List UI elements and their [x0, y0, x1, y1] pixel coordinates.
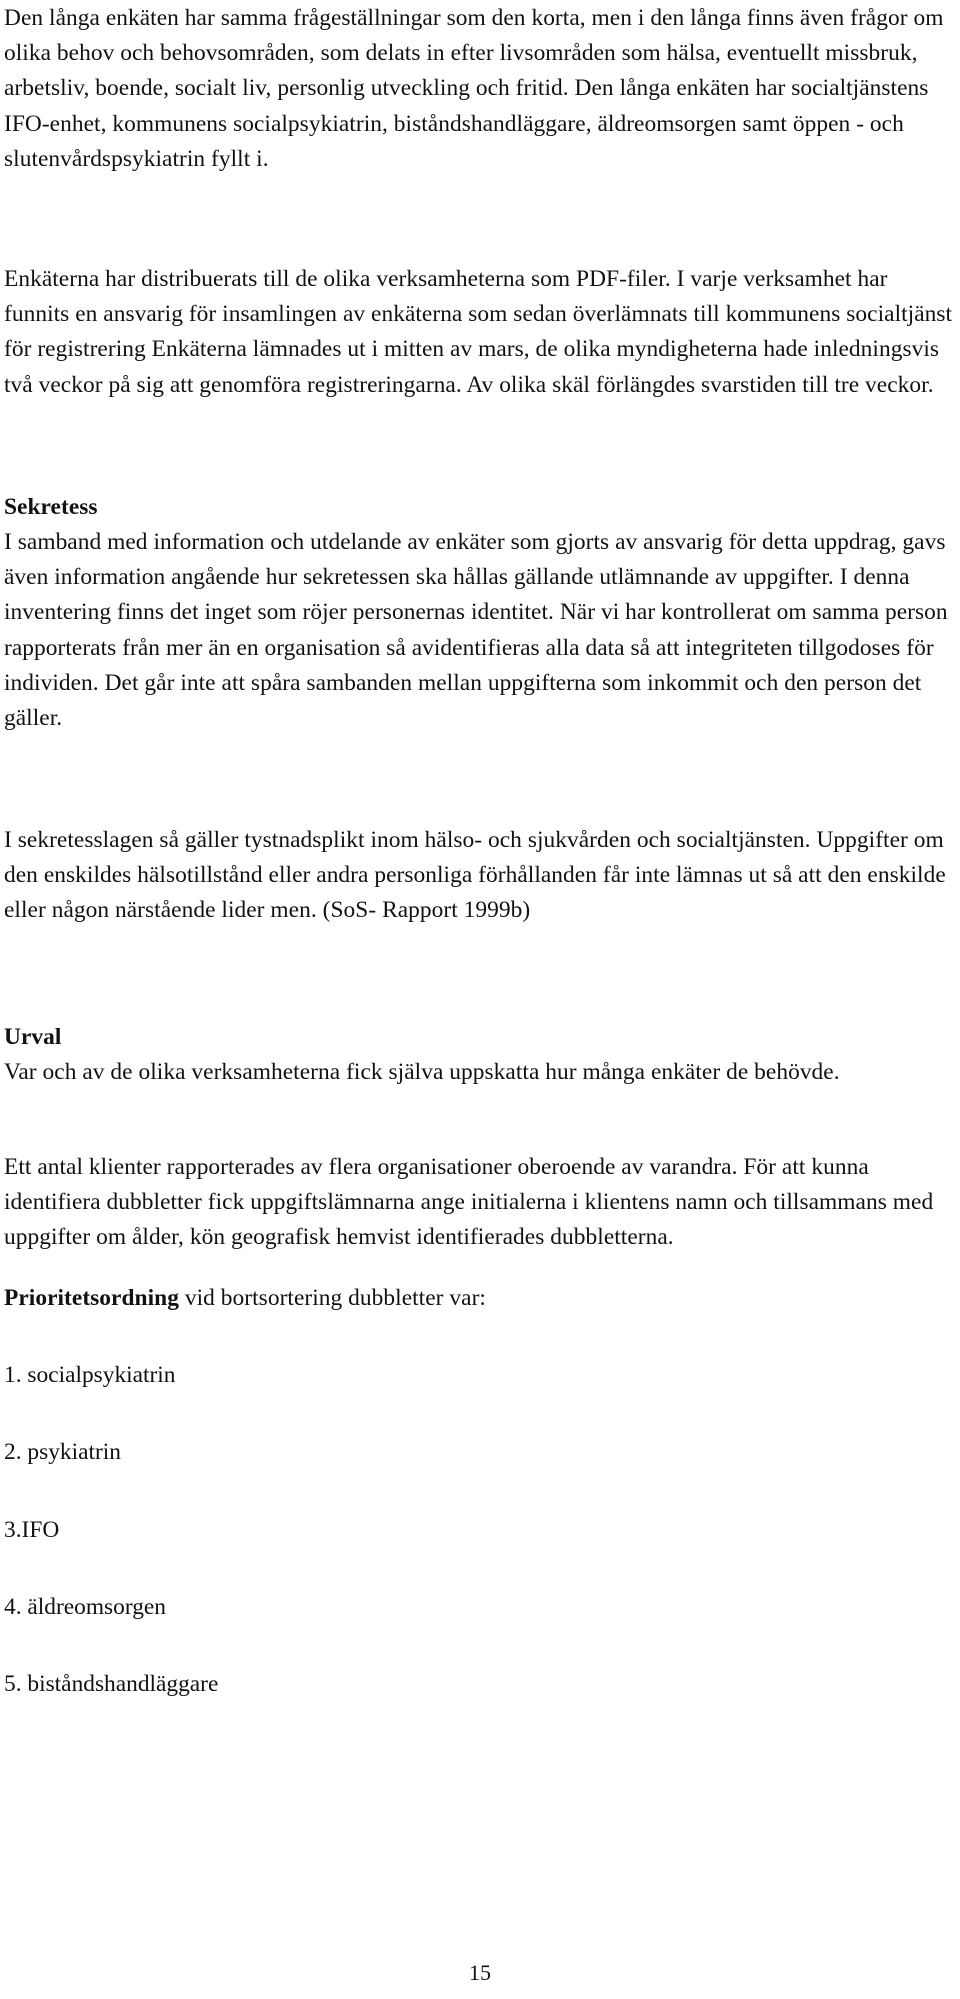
list-item: 2. psykiatrin: [4, 1439, 121, 1465]
paragraph-duplicates: Ett antal klienter rapporterades av flera organisationer oberoende av varandra. För att kunna identifiera dubbletter fick uppgiftslämnarna ange initialerna i klientens namn och tillsammans med uppgifter om ålder, kön geografisk hemvist identifierades dubbletterna.: [4, 1154, 934, 1251]
list-item: 4. äldreomsorgen: [4, 1594, 166, 1620]
priority-order-text: vid bortsortering dubbletter var:: [178, 1285, 486, 1311]
list-item: 1. socialpsykiatrin: [4, 1362, 176, 1388]
list-item: 3.IFO: [4, 1517, 60, 1543]
paragraph-distribution: Enkäterna har distribuerats till de olika verksamheterna som PDF-filer. I varje verksamhet har funnits en ansvarig för insamlingen av enkäterna som sedan överlämnats till kommunens socialtjänst för registrering Enkäterna lämnades ut i mitten av mars, de olika myndigheterna hade inledningsvis två veckor på sig att genomföra registreringarna. Av olika skäl förlängdes svarstiden till tre veckor.: [4, 266, 953, 398]
list-item: 5. biståndshandläggare: [4, 1671, 219, 1697]
paragraph-secrecy-law: I sekretesslagen så gäller tystnadsplikt inom hälso- och sjukvården och socialtjänsten. Uppgifter om den enskildes hälsotillstånd eller andra personliga förhållanden får inte lämnas ut så att den enskilde eller någon närstående lider men. (SoS- Rapport 1999b): [4, 827, 946, 924]
heading-sekretess: Sekretess: [4, 494, 98, 520]
paragraph-selection: Var och av de olika verksamheterna fick själva uppskatta hur många enkäter de behövde.: [4, 1059, 840, 1085]
paragraph-confidentiality: I samband med information och utdelande av enkäter som gjorts av ansvarig för detta uppdrag, gavs även information angående hur sekretessen ska hållas gällande utlämnande av uppgifter. I denna inventering finns det inget som röjer personernas identitet. När vi har kontrollerat om samma person rapporterats från mer än en organisation så avidentifieras alla data så att integriteten tillgodoses för individen. Det går inte att spåra sambanden mellan uppgifterna som inkommit och den person det gäller.: [4, 529, 948, 732]
paragraph-priority-order: [4, 1281, 486, 1316]
priority-order-label: Prioritetsordning: [4, 1285, 179, 1311]
paragraph-long-survey: Den långa enkäten har samma frågeställningar som den korta, men i den långa finns även frågor om olika behov och behovsområden, som delats in efter livsområden som hälsa, eventuellt missbruk, arbetsliv, boende, socialt liv, personlig utveckling och fritid. Den långa enkäten har socialtjänstens IFO-enhet, kommunens socialpsykiatrin, biståndshandläggare, äldreomsorgen samt öppen - och slutenvårdspsykiatrin fyllt i.: [4, 5, 944, 172]
page-number: 15: [469, 1960, 491, 1985]
heading-urval: Urval: [4, 1024, 62, 1050]
